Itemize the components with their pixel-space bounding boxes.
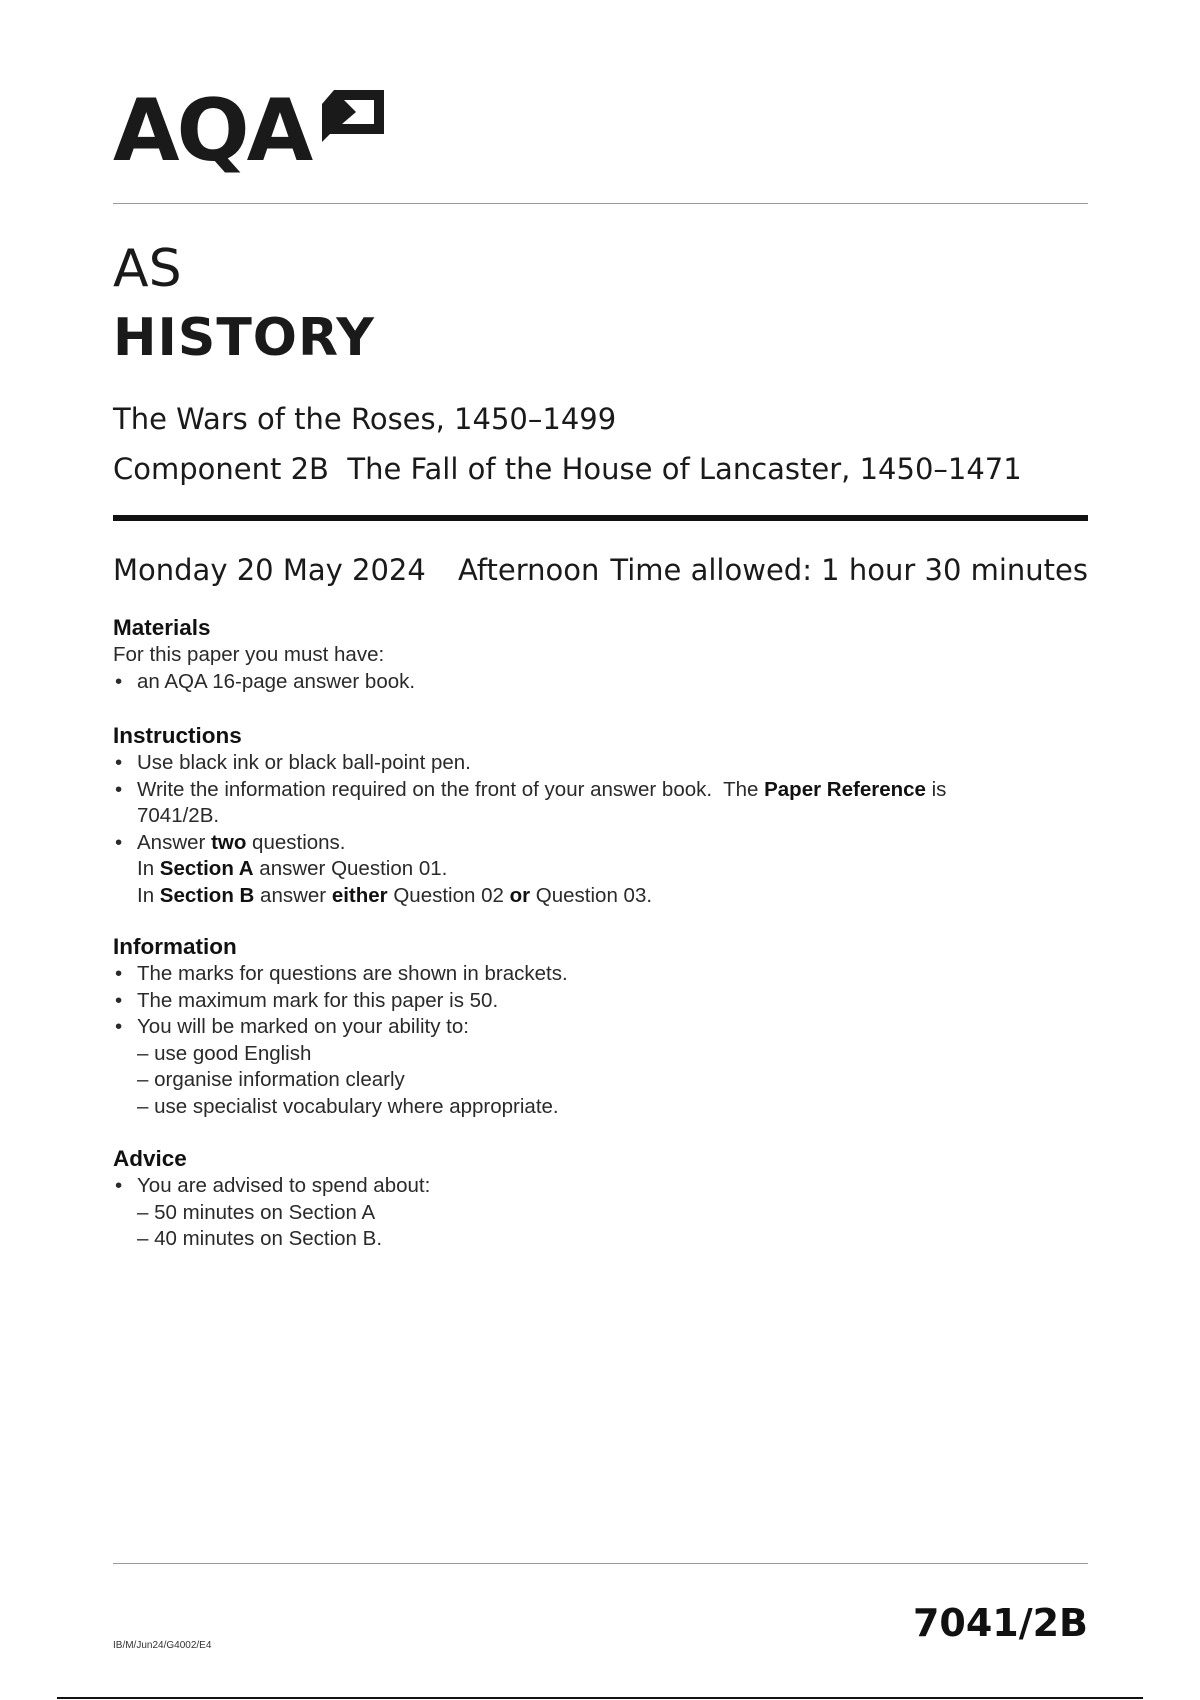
- text: Answer: [137, 830, 212, 854]
- aqa-flag-icon: [318, 90, 384, 148]
- emphasis: two: [211, 830, 247, 854]
- list-item: [113, 777, 946, 830]
- advice-section: [113, 1145, 430, 1253]
- instructions-heading: Instructions: [113, 723, 242, 748]
- list-item: • The marks for questions are shown in brackets.: [113, 961, 568, 988]
- exam-date: Monday 20 May 2024: [113, 553, 426, 587]
- paper-reference-value: 7041/2B.: [137, 804, 220, 827]
- emphasis: Section A: [159, 857, 254, 880]
- materials-section: [113, 614, 415, 695]
- paper-reference-label: Paper Reference: [764, 777, 926, 801]
- footer-code: IB/M/Jun24/G4002/E4: [113, 1640, 212, 1651]
- list-subitem: – 40 minutes on Section B.: [137, 1227, 383, 1250]
- list-subitem: – 50 minutes on Section A: [137, 1200, 376, 1224]
- time-allowed: Time allowed: 1 hour 30 minutes: [610, 553, 1088, 587]
- materials-intro: For this paper you must have:: [113, 643, 385, 666]
- header-divider: [113, 203, 1088, 204]
- emphasis: either: [331, 883, 388, 907]
- page-bottom-border: [57, 1697, 1143, 1699]
- list-subitem: – organise information clearly: [137, 1068, 405, 1091]
- list-item: • You will be marked on your ability to:: [113, 1014, 568, 1041]
- text: Question 03.: [530, 883, 653, 907]
- list-item: • an AQA 16-page answer book.: [113, 669, 415, 696]
- list-item: • Use black ink or black ball-point pen.: [113, 750, 946, 777]
- logo-text: AQA: [113, 81, 311, 181]
- text: answer Question 01.: [253, 857, 448, 880]
- title-divider: [113, 515, 1088, 521]
- emphasis: Section B: [159, 883, 255, 907]
- qualification-level: AS: [113, 239, 182, 299]
- subject-title: HISTORY: [113, 308, 375, 368]
- list-item: • The maximum mark for this paper is 50.: [113, 988, 568, 1015]
- component-title: Component 2B The Fall of the House of Lancaster, 1450–1471: [113, 452, 1022, 486]
- list-item: [113, 830, 946, 910]
- paper-title: The Wars of the Roses, 1450–1499: [113, 402, 617, 436]
- exam-session: Afternoon: [458, 553, 600, 587]
- text: questions.: [246, 830, 346, 854]
- list-subitem: – use good English: [137, 1041, 312, 1065]
- text: In: [137, 883, 160, 907]
- list-subitem: – use specialist vocabulary where appropriate.: [137, 1094, 559, 1118]
- information-section: [113, 933, 568, 1120]
- footer-divider: [113, 1563, 1088, 1564]
- text: In: [137, 857, 160, 880]
- text: Question 02: [387, 883, 510, 907]
- text: answer: [254, 883, 332, 907]
- materials-heading: Materials: [113, 615, 211, 640]
- paper-reference: 7041/2B: [912, 1601, 1088, 1645]
- list-item: • You are advised to spend about:: [113, 1173, 430, 1200]
- information-heading: Information: [113, 934, 237, 959]
- text: Write the information required on the front of your answer book. The: [137, 777, 765, 801]
- text: is: [925, 777, 947, 801]
- instructions-section: [113, 722, 946, 909]
- emphasis: or: [509, 883, 531, 907]
- advice-heading: Advice: [113, 1146, 187, 1171]
